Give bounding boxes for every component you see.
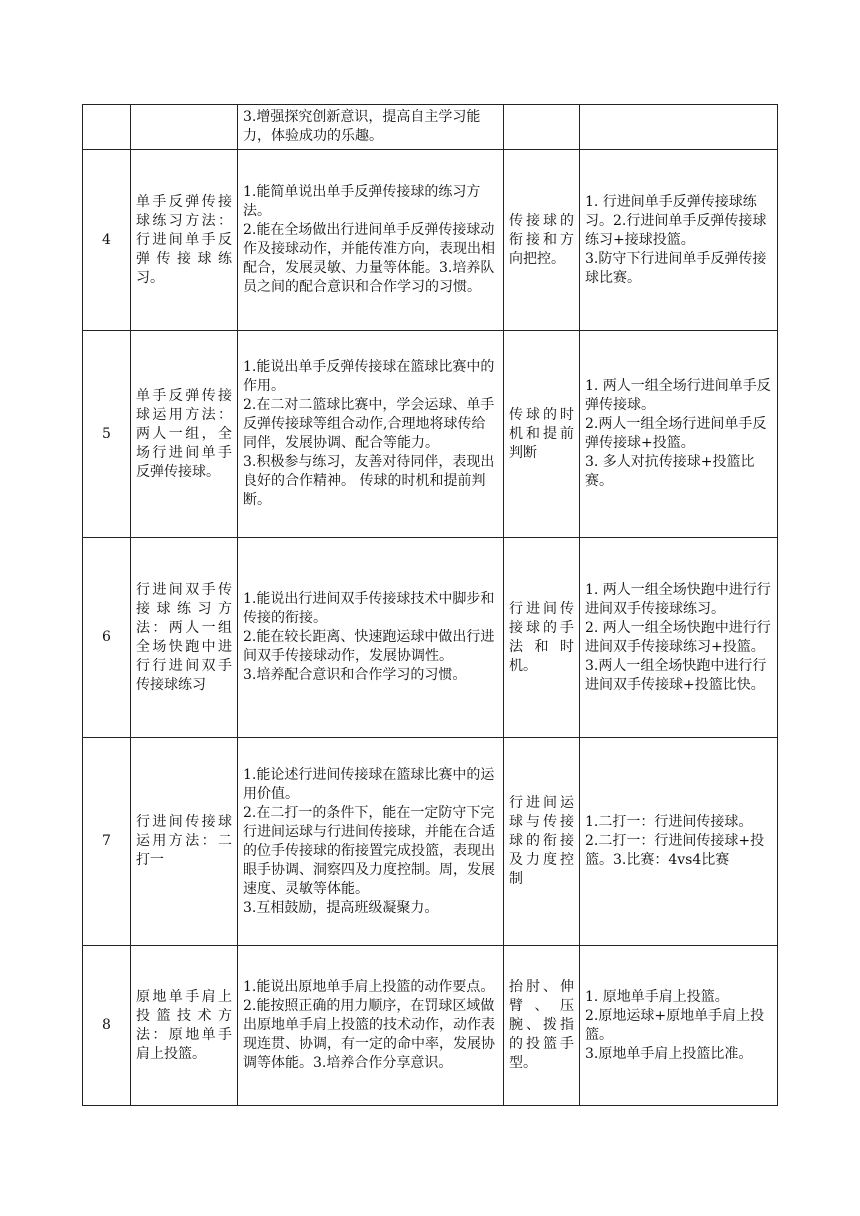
- lesson-activities: [580, 538, 778, 738]
- table-row: [83, 946, 778, 1106]
- table-row: [83, 331, 778, 538]
- goal-item: 3.积极参与练习，友善对待同伴，表现出良好的合作精神。 传球的时机和提前判断。: [243, 454, 495, 508]
- goal-item: 3.互相鼓励，提高班级凝聚力。: [243, 899, 439, 916]
- key-point: 传接球的衔接和方向把控。: [504, 150, 580, 331]
- goal-item: 2.在二打一的条件下，能在一定防守下完行进间运球与行进间传接球，并能在合适的位手传接球的衔接置完成投篮，表现出眼手协调、洞察四及力度控制。周，发展速度、灵敏等体能。: [243, 804, 495, 897]
- lesson-activities: [580, 105, 778, 150]
- goal-item: 1.能说出单手反弹传接球在篮球比赛中的作用。: [243, 359, 495, 394]
- lesson-activities: [580, 946, 778, 1106]
- lesson-goals: [238, 150, 504, 331]
- lesson-number: 4: [83, 150, 131, 331]
- goal-item: 1.能论述行进间传接球在篮球比赛中的运用价值。: [243, 766, 495, 802]
- activity-item: 2. 两人一组全场快跑中进行行进间双手传接球练习+投篮。: [585, 619, 771, 655]
- key-point: [504, 105, 580, 150]
- lesson-goals: [238, 538, 504, 738]
- lesson-goals: [238, 105, 504, 150]
- key-point: 行进间传接球的手法和时机。: [504, 538, 580, 738]
- activity-item: 2.两人一组全场行进间单手反弹传接球+投篮。: [585, 416, 767, 451]
- lesson-number: 7: [83, 738, 131, 946]
- key-point: 传球的时机和提前判断: [504, 331, 580, 538]
- lesson-plan-table: [82, 104, 778, 1106]
- lesson-content: 单手反弹传接球练习方法：行进间单手反弹传接球练习。: [131, 150, 238, 331]
- activity-item: 3. 多人对抗传接球+投篮比赛。: [585, 454, 755, 489]
- lesson-number: 6: [83, 538, 131, 738]
- activity-item: 1. 两人一组全场快跑中进行行进间双手传接球练习。: [585, 581, 771, 617]
- lesson-number: 8: [83, 946, 131, 1106]
- lesson-goals: [238, 738, 504, 946]
- lesson-number: 5: [83, 331, 131, 538]
- goal-item: 1.能简单说出单手反弹传接球的练习方法。: [243, 184, 481, 219]
- key-point: 行进间运球与传接球的衔接及力度控制: [504, 738, 580, 946]
- activity-item: 3.防守下行进间单手反弹传接球比赛。: [585, 250, 767, 286]
- activity-item: 1. 原地单手肩上投篮。: [585, 988, 729, 1005]
- lesson-goals: [238, 331, 504, 538]
- activity-item: 2.原地运球+原地单手肩上投篮。: [585, 1007, 765, 1043]
- table-row: [83, 105, 778, 150]
- activity-item: 1. 两人一组全场行进间单手反弹传接球。: [585, 378, 771, 413]
- lesson-content: 行进间传接球运用方法：二打一: [131, 738, 238, 946]
- lesson-activities: [580, 738, 778, 946]
- goal-item: 2.能在较长距离、快速跑运球中做出行进间双手传接球动作，发展协调性。: [243, 629, 495, 664]
- activity-item: 1.二打一：行进间传接球。: [585, 814, 753, 830]
- goal-item: 3.增强探究创新意识，提高自主学习能力，体验成功的乐趣。: [243, 109, 481, 144]
- lesson-goals: [238, 946, 504, 1106]
- goal-item: 2.在二对二篮球比赛中，学会运球、单手反弹传接球等组合动作,合理地将球传给同伴，发展协调、配合等能力。: [243, 397, 495, 451]
- table-row: [83, 738, 778, 946]
- table-row: [83, 538, 778, 738]
- table-row: [83, 150, 778, 331]
- lesson-content: 原地单手肩上投篮技术方法：原地单手肩上投篮。: [131, 946, 238, 1106]
- goal-item: 1.能说出行进间双手传接球技术中脚步和传接的衔接。: [243, 591, 495, 626]
- goal-item: 3.培养配合意识和合作学习的习惯。: [243, 667, 467, 683]
- lesson-number: [83, 105, 131, 150]
- lesson-activities: [580, 150, 778, 331]
- lesson-content: [131, 105, 238, 150]
- activity-item: 1. 行进间单手反弹传接球练习。2.行进间单手反弹传接球练习+接球投篮。: [585, 193, 767, 248]
- activity-item: 3.原地单手肩上投篮比准。: [585, 1045, 753, 1062]
- key-point: 抬肘、伸臂、压腕、拨指的投篮手型。: [504, 946, 580, 1106]
- goal-item: 1.能说出原地单手肩上投篮的动作要点。2.能按照正确的用力顺序，在罚球区域做出原地单手肩上投篮的技术动作，动作表现连贯、协调，有一定的命中率，发展协调等体能。3.培养合作分享意识。: [243, 979, 495, 1071]
- activity-item: 2.二打一：行进间传接球+投篮。3.比赛：4vs4比赛: [585, 833, 765, 868]
- lesson-content: 行进间双手传接球练习方法：两人一组全场快跑中进行行进间双手传接球练习: [131, 538, 238, 738]
- lesson-content: 单手反弹传接球运用方法：两人一组，全场行进间单手反弹传接球。: [131, 331, 238, 538]
- activity-item: 3.两人一组全场快跑中进行行进间双手传接球+投篮比快。: [585, 657, 767, 693]
- lesson-activities: [580, 331, 778, 538]
- goal-item: 2.能在全场做出行进间单手反弹传接球动作及接球动作，并能传准方向，表现出相配合，发展灵敏、力量等体能。3.培养队员之间的配合意识和合作学习的习惯。: [243, 222, 495, 295]
